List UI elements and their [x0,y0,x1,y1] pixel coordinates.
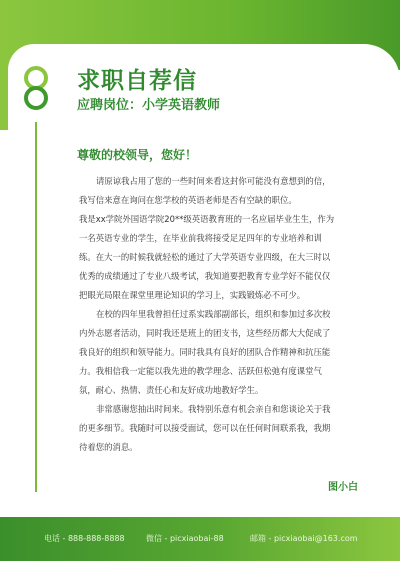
letter-line: 的更多细节。我随时可以接受面试，您可以在任何时间联系我，我期 [79,423,331,433]
letter-greeting: 尊敬的校领导，您好！ [77,148,198,162]
letter-line: 练。在大一的时候我就轻松的通过了大学英语专业四级，在大三时以 [79,252,331,262]
letter-line: 我写信来意在询问在您学校的英语老师是否有空缺的职位。 [79,195,297,205]
footer-phone: 电话 - 888-888-8888 [44,534,125,543]
letter-line: 把眼光局限在课堂里理论知识的学习上，实践锻炼必不可少。 [79,290,306,300]
letter-body [79,172,363,457]
letter-line: 一名英语专业的学生，在毕业前我将接受足足四年的专业培养和训 [79,233,322,243]
letter-line: 氛，耐心、热情、责任心和友好成功地教好学生。 [79,385,264,395]
page-title: 求职自荐信 [77,67,197,94]
letter-line: 优秀的成绩通过了专业八级考试，我知道要把教育专业学好不能仅仅 [79,271,331,281]
signature: 图小白 [328,482,358,493]
letter-line: 待着您的消息。 [79,442,138,452]
contact-footer [0,517,400,561]
letter-line: 请原谅我占用了您的一些时间来看这封你可能没有意想到的信， [96,176,331,186]
letter-line: 我良好的组织和领导能力。同时我具有良好的团队合作精神和抗压能 [79,347,331,357]
letter-line: 非常感谢您抽出时间来。我特别乐意有机会亲自和您谈论关于我 [96,404,331,414]
double-ring-logo-icon [22,64,50,126]
decorative-vertical-line [35,122,37,492]
position-label: 应聘岗位：小学英语教师 [77,98,221,113]
footer-wechat: 微信 - picxiaobai-88 [146,534,224,543]
letter-line: 内外志愿者活动，同时我还是班上的团支书，这些经历都大大促成了 [79,328,331,338]
footer-email: 邮箱 - picxiaobai@163.com [250,534,358,543]
letter-line: 在校的四年里我曾担任过系实践部副部长，组织和参加过多次校 [96,309,331,319]
letter-line: 我是xx学院外国语学院20**级英语教育班的一名应届毕业生生，作为 [79,214,335,224]
letter-line: 力。我相信我一定能以我先进的教学理念、活跃但松弛有度课堂气 [79,366,322,376]
